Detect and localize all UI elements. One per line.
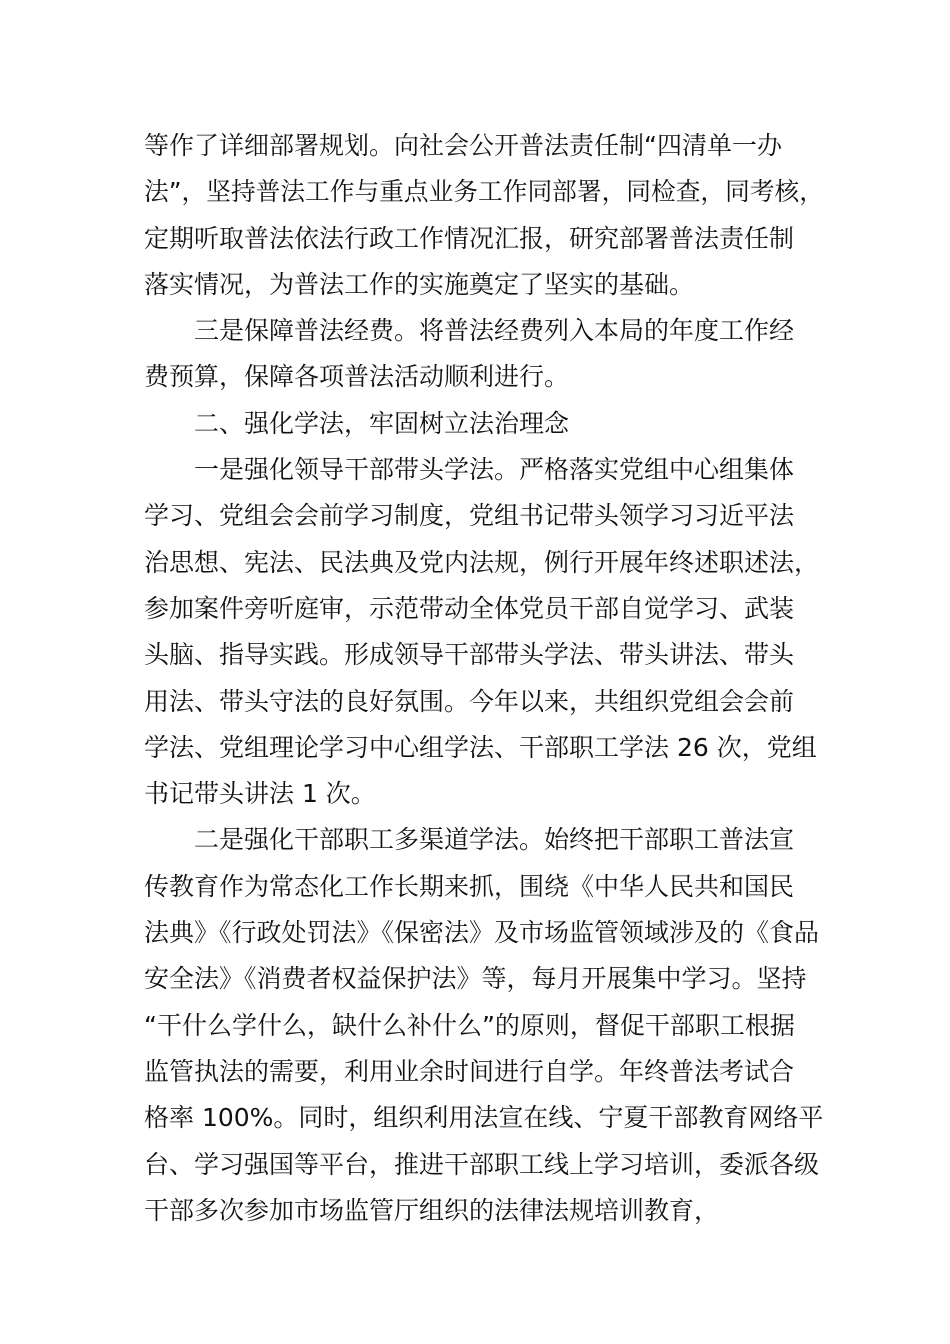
text-line: 书记带头讲法 1 次。 [144,779,376,809]
text-line: 格率 100%。同时，组织利用法宣在线、宁夏干部教育网络平 [144,1103,824,1133]
text-line: 安全法》《消费者权益保护法》等，每月开展集中学习。坚持 [144,964,807,994]
text-line: 落实情况，为普法工作的实施奠定了坚实的基础。 [144,269,695,299]
text-line: 学习、党组会会前学习制度，党组书记带头领学习习近平法 [144,501,795,531]
text-line: 头脑、指导实践。形成领导干部带头学法、带头讲法、带头 [144,640,795,670]
text-line: 费预算，保障各项普法活动顺利进行。 [144,362,570,392]
text-line: 定期听取普法依法行政工作情况汇报，研究部署普法责任制 [144,223,795,253]
text-line: 法”，坚持普法工作与重点业务工作同部署，同检查，同考核， [144,177,824,207]
text-line: 干部多次参加市场监管厅组织的法律法规培训教育， [144,1195,720,1225]
text-line: “干什么学什么，缺什么补什么”的原则，督促干部职工根据 [144,1010,795,1040]
text-line: 用法、带头守法的良好氛围。今年以来，共组织党组会会前 [144,686,795,716]
document-body [144,123,824,1234]
text-line: 参加案件旁听庭审，示范带动全体党员干部自觉学习、武装 [144,593,795,623]
text-line: 一是强化领导干部带头学法。严格落实党组中心组集体 [194,455,795,485]
text-line: 监管执法的需要，利用业余时间进行自学。年终普法考试合 [144,1056,795,1086]
text-line: 治思想、宪法、民法典及党内法规，例行开展年终述职述法， [144,547,820,577]
text-line: 传教育作为常态化工作长期来抓，围绕《中华人民共和国民 [144,871,795,901]
text-line: 等作了详细部署规划。向社会公开普法责任制“四清单一办 [144,131,782,160]
text-line: 二、强化学法，牢固树立法治理念 [194,408,570,438]
text-line: 学法、党组理论学习中心组学法、干部职工学法 26 次，党组 [144,732,817,762]
text-line: 三是保障普法经费。将普法经费列入本局的年度工作经 [194,316,795,346]
text-line: 法典》《行政处罚法》《保密法》及市场监管领域涉及的《食品 [144,918,820,948]
text-line: 二是强化干部职工多渠道学法。始终把干部职工普法宣 [194,825,795,855]
text-line: 台、学习强国等平台，推进干部职工线上学习培训，委派各级 [144,1149,820,1179]
